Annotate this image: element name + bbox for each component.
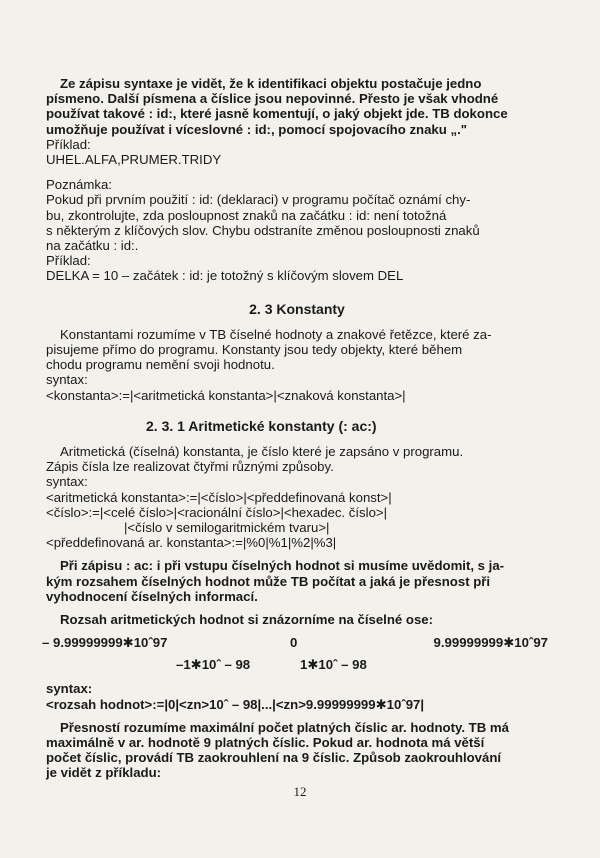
arith-paragraph: Aritmetická (číselná) konstanta, je číslo které je zapsáno v programu. Zápis čísla lze realizovat čtyřmi různými způsoby. bbox=[46, 444, 464, 475]
intro-paragraph: Ze zápisu syntaxe je vidět, že k identifikaci objektu postačuje jedno písmeno. Další písmena a číslice jsou nepovinné. Přesto je však vhodné používat takové : id:, které jasně komentují, o jaký objekt jde. TB dokonce umožňuje používat i víceslovné : id:, pomocí spojovacího znaku „." bbox=[46, 76, 508, 137]
example-label: Příklad: bbox=[46, 136, 91, 152]
range-intro: Rozsah aritmetických hodnot si znázorníme na číselné ose: bbox=[60, 612, 434, 628]
syntax-block: <aritmetická konstanta>:=|<číslo>|<předdefinovaná konst>| <číslo>:=|<celé číslo>|<racionální číslo>|<hexadec. číslo>| |<číslo v semilogaritmickém tvaru>| <předdefinovaná ar. konstanta>:=|%0|%1|%2|%3| bbox=[46, 489, 392, 551]
note-paragraph: Pokud při prvním použití : id: (deklaraci) v programu počítač oznámí chy- bu, zkontrolujte, zda posloupnost znaků na začátku : id: není totožná s některým z klíčových slov. Chybu odstraníte změnou posloupnosti znaků na začátku : id:. bbox=[46, 192, 480, 254]
precision-paragraph: Přesností rozumíme maximální počet platných číslic ar. hodnoty. TB má maximálně v ar. hodnotě 9 platných číslic. Pokud ar. hodnota má větší počet číslic, provádí TB zaokrouhlení na 9 číslic. Způsob zaokrouhlování je vidět z příkladu: bbox=[46, 719, 509, 781]
axis-pos-small: 1✱10ˆ – 98 bbox=[300, 657, 367, 673]
axis-zero: 0 bbox=[290, 635, 298, 651]
text-block bbox=[42, 76, 548, 781]
syntax-label: syntax: bbox=[46, 474, 88, 490]
syntax-line: <konstanta>:=|<aritmetická konstanta>|<znaková konstanta>| bbox=[46, 387, 406, 403]
syntax-label: syntax: bbox=[46, 681, 93, 697]
number-axis-bottom bbox=[46, 657, 548, 673]
page-number: 12 bbox=[293, 784, 307, 799]
syntax-line: <rozsah hodnot>:=|0|<zn>10ˆ – 98|...|<zn>9.99999999✱10ˆ97| bbox=[46, 696, 425, 712]
axis-min: – 9.99999999✱10ˆ97 bbox=[42, 635, 168, 651]
note-label: Poznámka: bbox=[46, 177, 112, 193]
section-heading: 2. 3 Konstanty bbox=[249, 300, 345, 317]
range-paragraph: Při zápisu : ac: i při vstupu číselných hodnot si musíme uvědomit, s ja- kým rozsahem číselných hodnot může TB počítat a jaká je přesnost při vyhodnocení číselných informací. bbox=[46, 558, 505, 604]
example-code: UHEL.ALFA,PRUMER.TRIDY bbox=[46, 152, 222, 168]
constants-paragraph: Konstantami rozumíme v TB číselné hodnoty a znakové řetězce, které za- pisujeme přímo do programu. Konstanty jsou tedy objekty, které během chodu programu nemění svoji hodnotu. bbox=[46, 326, 492, 373]
example-code: DELKA = 10 – začátek : id: je totožný s klíčovým slovem DEL bbox=[46, 268, 404, 284]
example-label: Příklad: bbox=[46, 253, 91, 269]
subsection-heading: 2. 3. 1 Aritmetické konstanty (: ac:) bbox=[146, 417, 377, 434]
axis-neg-small: –1✱10ˆ – 98 bbox=[176, 657, 251, 673]
number-axis-top bbox=[42, 635, 548, 651]
axis-max: 9.99999999✱10ˆ97 bbox=[433, 635, 548, 651]
syntax-label: syntax: bbox=[46, 372, 88, 388]
